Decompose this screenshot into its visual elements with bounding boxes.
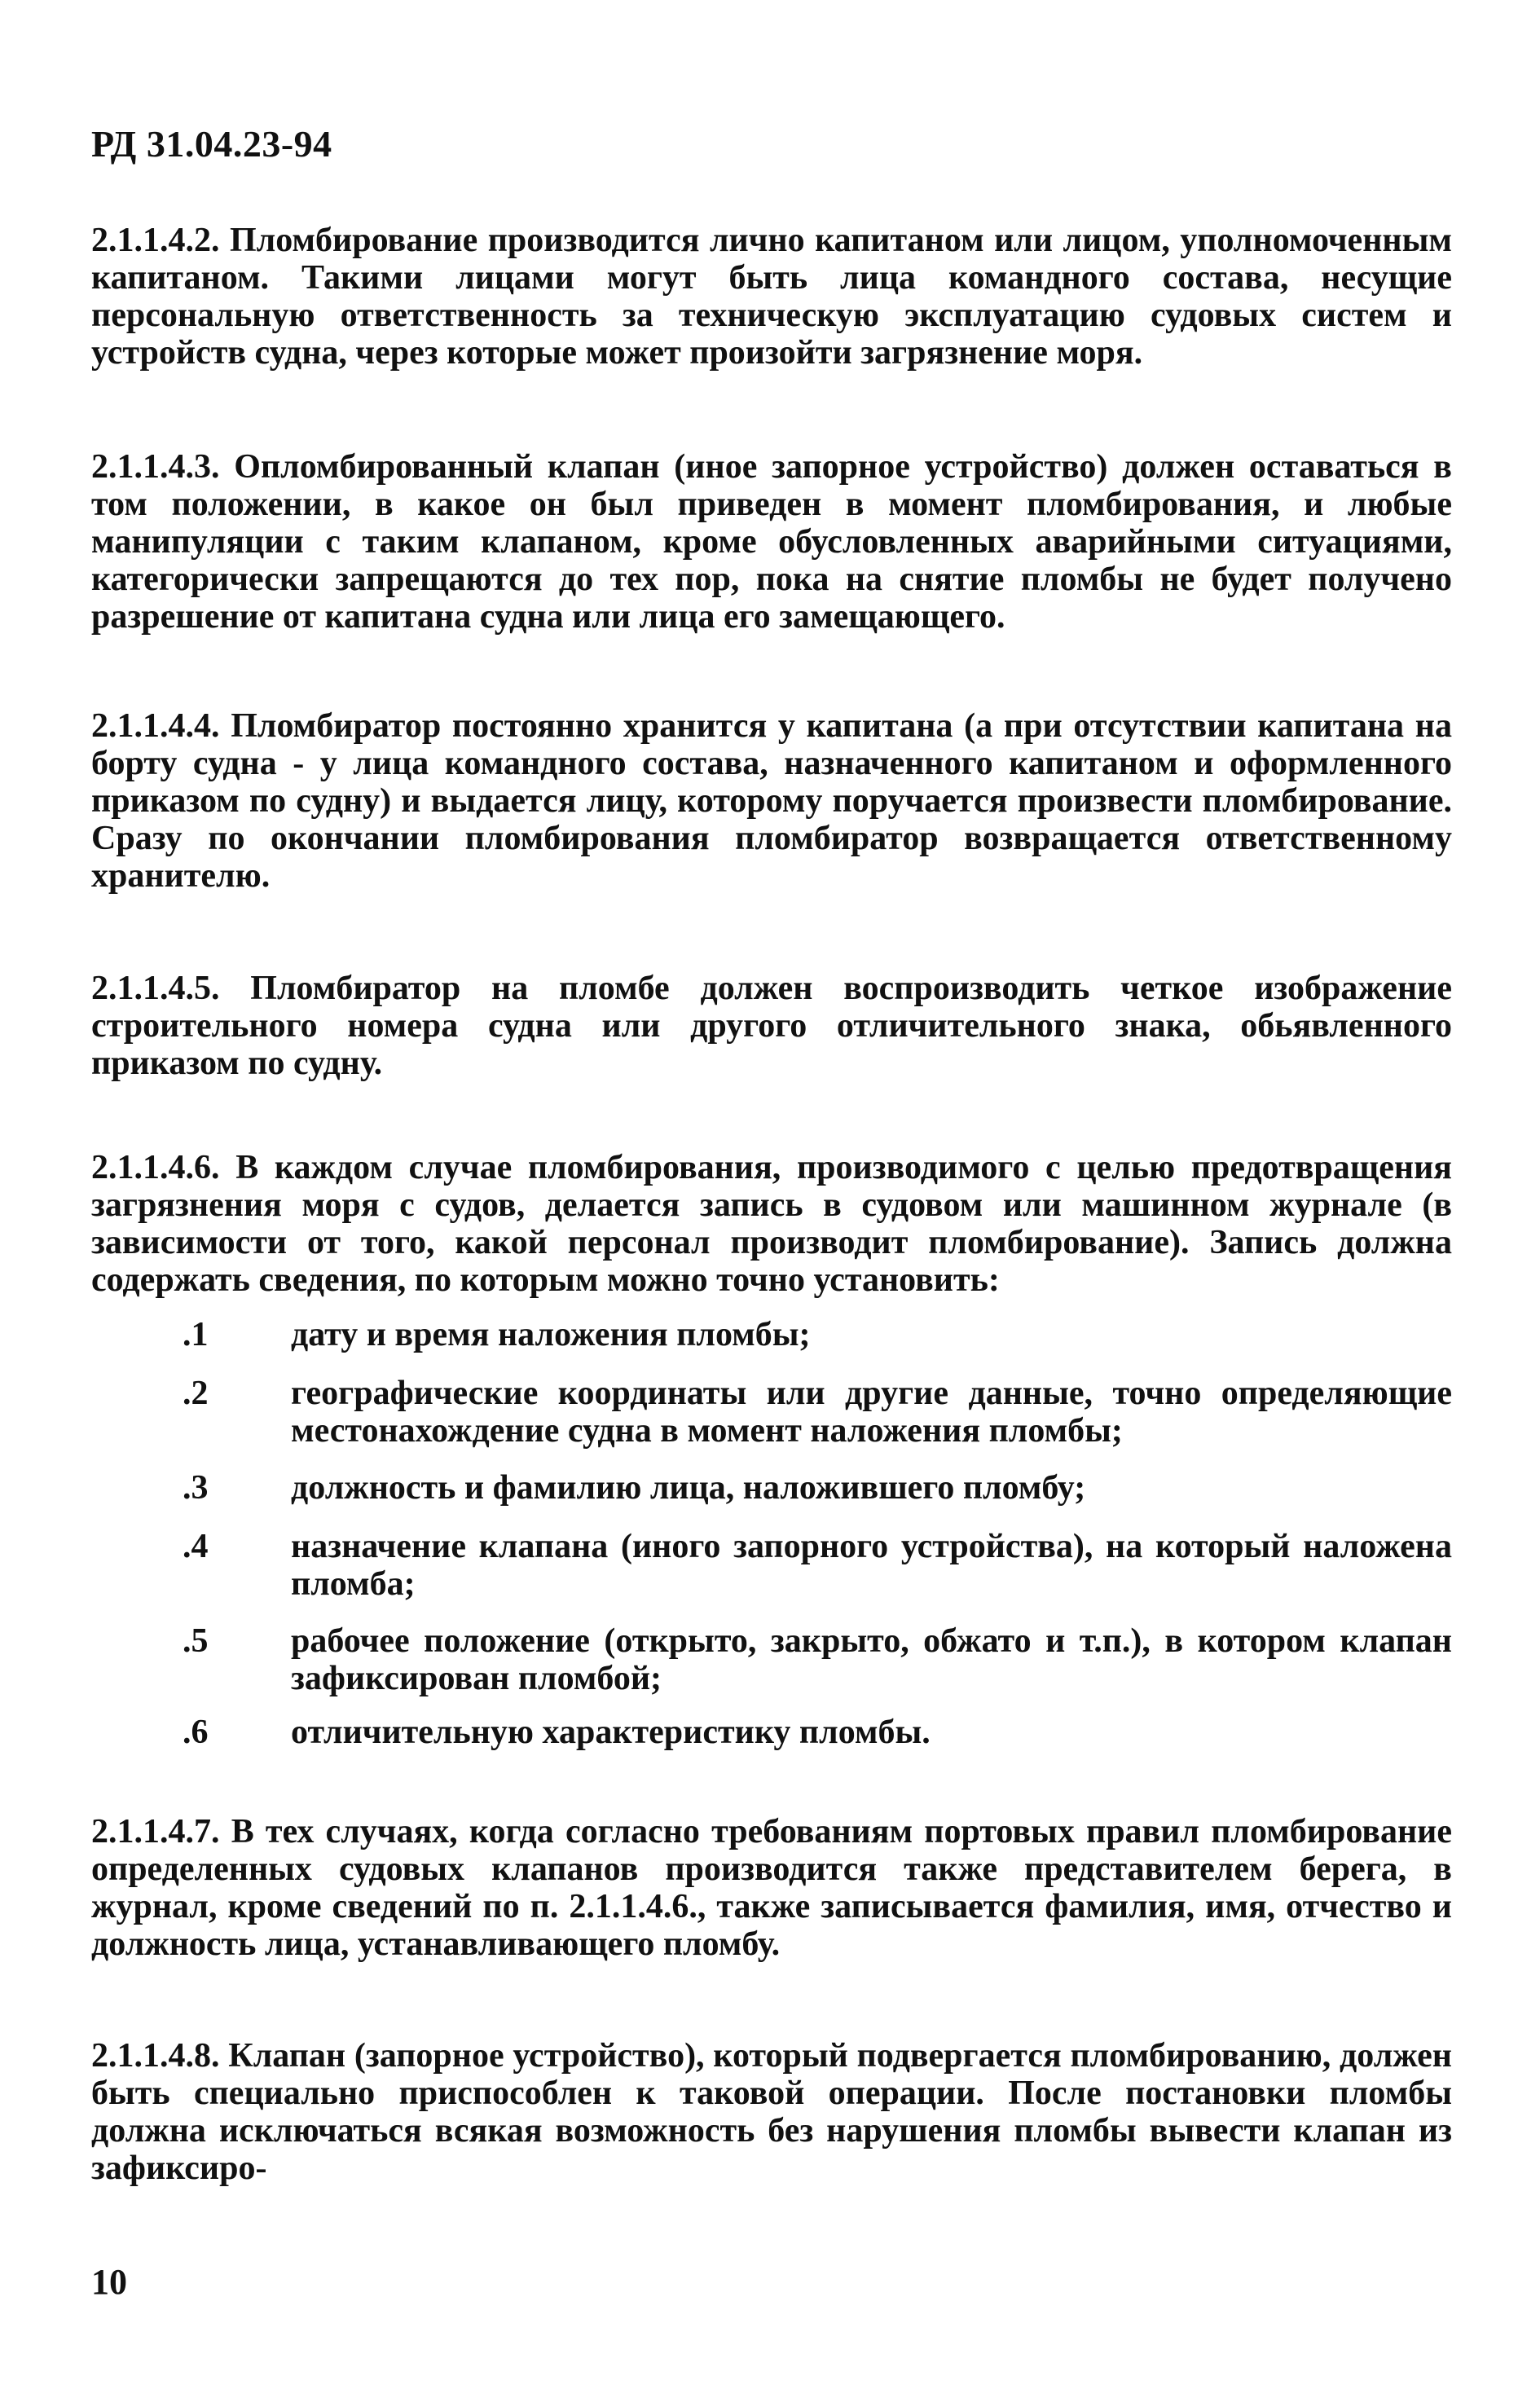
list-item-text: назначение клапана (иного запорного устройства), на который наложена пломба; (291, 1528, 1452, 1603)
list-item-number: .1 (183, 1316, 209, 1353)
paragraph-2-1-1-4-6: 2.1.1.4.6. В каждом случае пломбирования, производимого с целью предотвращения загрязнения моря с судов, делается запись в судовом или машинном журнале (в зависимости от того, какой персонал производит пломбирование). Запись должна содержать сведения, по которым можно точно установить: (91, 1149, 1452, 1299)
list-item-text: дату и время наложения пломбы; (291, 1316, 811, 1353)
list-item-text: рабочее положение (открыто, закрыто, обжато и т.п.), в котором клапан зафиксирован пломбой; (291, 1622, 1452, 1697)
paragraph-2-1-1-4-3: 2.1.1.4.3. Опломбированный клапан (иное запорное устройство) должен оставаться в том положении, в какое он был приведен в момент пломбирования, и любые манипуляции с таким клапаном, кроме обусловленных аварийными ситуациями, категорически запрещаются до тех пор, пока на снятие пломбы не будет получено разрешение от капитана судна или лица его замещающего. (91, 448, 1452, 636)
list-item-text: отличительную характеристику пломбы. (291, 1714, 931, 1751)
paragraph-2-1-1-4-2: 2.1.1.4.2. Пломбирование производится лично капитаном или лицом, уполномоченным капитаном. Такими лицами могут быть лица командного состава, несущие персональную ответственность за техническую эксплуатацию судовых систем и устройств судна, через которые может произойти загрязнение моря. (91, 222, 1452, 372)
list-item-number: .6 (183, 1714, 209, 1751)
paragraph-2-1-1-4-8: 2.1.1.4.8. Клапан (запорное устройство), который подвергается пломбированию, должен быть специально приспособлен к таковой операции. После постановки пломбы должна исключаться всякая возможность без нарушения пломбы вывести клапан из зафиксиро- (91, 2037, 1452, 2187)
list-item-text: должность и фамилию лица, наложившего пломбу; (291, 1469, 1086, 1507)
list-item-number: .2 (183, 1375, 209, 1412)
document-header: РД 31.04.23-94 (91, 123, 332, 165)
paragraph-2-1-1-4-5: 2.1.1.4.5. Пломбиратор на пломбе должен воспроизводить четкое изображение строительного номера судна или другого отличительного знака, обьявленного приказом по судну. (91, 970, 1452, 1082)
paragraph-2-1-1-4-7: 2.1.1.4.7. В тех случаях, когда согласно требованиям портовых правил пломбирование определенных судовых клапанов производится также представителем берега, в журнал, кроме сведений по п. 2.1.1.4.6., также записывается фамилия, имя, отчество и должность лица, устанавливающего пломбу. (91, 1813, 1452, 1963)
list-item-number: .5 (183, 1622, 209, 1660)
list-item-number: .4 (183, 1528, 209, 1565)
paragraph-2-1-1-4-4: 2.1.1.4.4. Пломбиратор постоянно хранится у капитана (а при отсутствии капитана на борту судна - у лица командного состава, назначенного капитаном и оформленного приказом по судну) и выдается лицу, которому поручается произвести пломбирование. Сразу по окончании пломбирования пломбиратор возвращается ответственному хранителю. (91, 707, 1452, 895)
page-number: 10 (91, 2262, 127, 2302)
list-item-text: географические координаты или другие данные, точно определяющие местонахождение судна в момент наложения пломбы; (291, 1375, 1452, 1450)
list-item-number: .3 (183, 1469, 209, 1507)
